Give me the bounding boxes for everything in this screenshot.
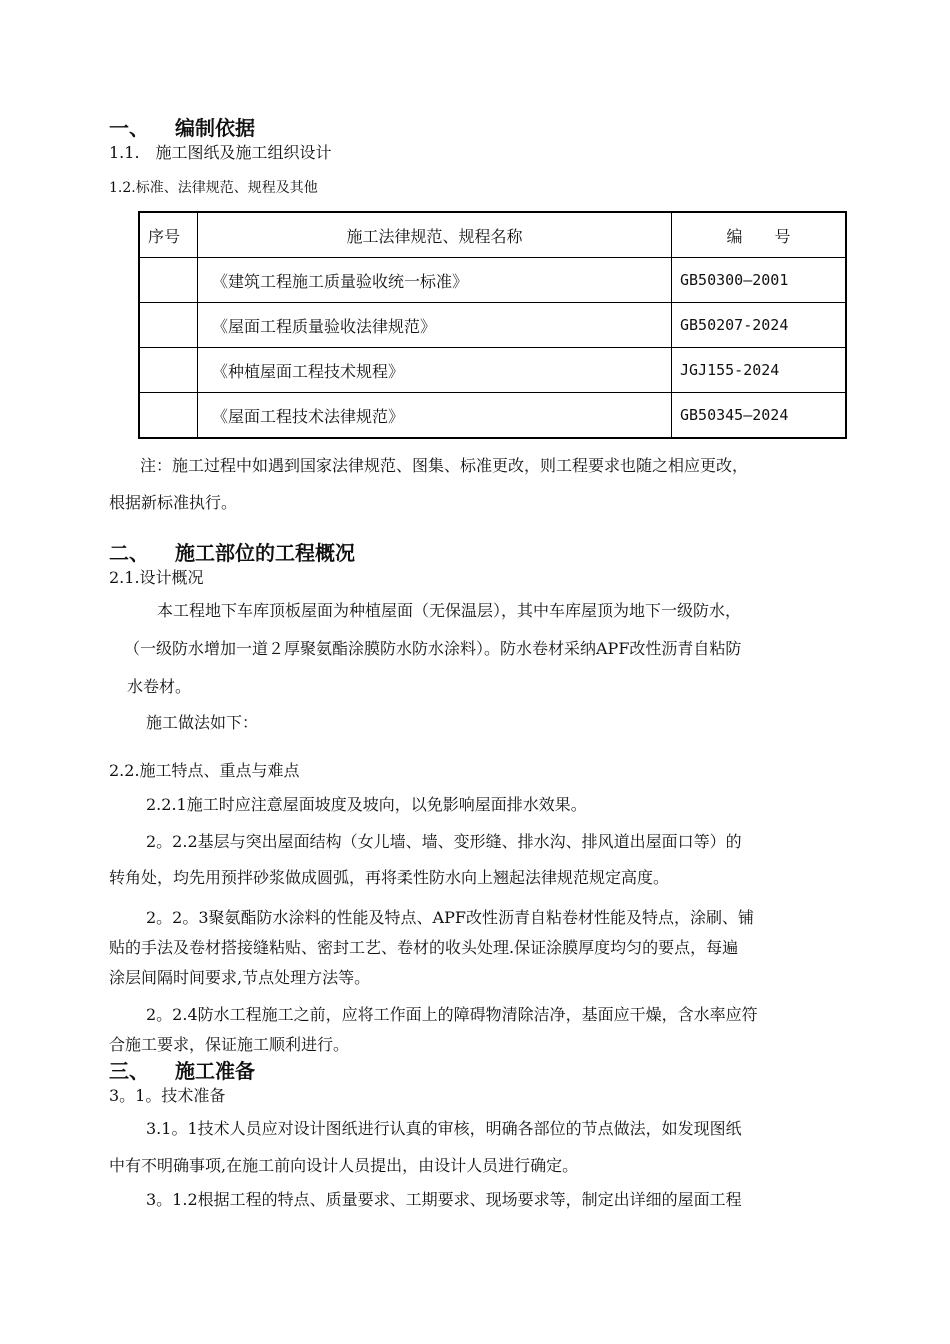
- table-cell-no: [139, 258, 198, 303]
- subheading-1-2: 1.2.标准、法律规范、规程及其他: [109, 180, 318, 196]
- table-cell-code: GB50345—2024: [672, 393, 847, 439]
- list-item-cont: 贴的手法及卷材搭接缝粘贴、密封工艺、卷材的收头处理.保证涂膜厚度均匀的要点，每遍: [109, 938, 739, 957]
- paragraph-line: 施工做法如下：: [146, 713, 259, 732]
- table-cell-no: [139, 303, 198, 348]
- list-item: 2。2.2基层与突出屋面结构（女儿墙、墙、变形缝、排水沟、排风道出屋面口等）的: [146, 832, 742, 851]
- list-item-cont: 合施工要求，保证施工顺利进行。: [109, 1035, 350, 1054]
- note-line: 根据新标准执行。: [109, 493, 238, 512]
- list-item-cont: 中有不明确事项,在施工前向设计人员提出，由设计人员进行确定。: [109, 1156, 579, 1175]
- table-cell-name: 《屋面工程技术法律规范》: [198, 393, 672, 439]
- section-number: 一、: [109, 116, 149, 140]
- standards-table: [138, 211, 847, 439]
- list-item-cont: 转角处，均先用预拌砂浆做成圆弧，再将柔性防水向上翘起法律规范规定高度。: [109, 868, 670, 887]
- note-line: 注：施工过程中如遇到国家法律规范、图集、标准更改，则工程要求也随之相应更改，: [140, 456, 749, 475]
- header-cell: 施工法律规范、规程名称: [198, 212, 672, 258]
- list-item: 3.1。1技术人员应对设计图纸进行认真的审核，明确各部位的节点做法，如发现图纸: [146, 1119, 742, 1138]
- table-cell-no: [139, 348, 198, 393]
- table-cell-name: 《建筑工程施工质量验收统一标准》: [198, 258, 672, 303]
- table-cell-code: JGJ155-2024: [672, 348, 847, 393]
- list-item: 3。1.2根据工程的特点、质量要求、工期要求、现场要求等，制定出详细的屋面工程: [146, 1190, 742, 1209]
- section-number: 三、: [109, 1059, 149, 1083]
- table-cell-name: 《种植屋面工程技术规程》: [198, 348, 672, 393]
- section-title: 施工准备: [175, 1059, 255, 1083]
- header-cell: 序号: [139, 212, 198, 258]
- subheading-3-1: 3。1。技术准备: [109, 1086, 226, 1105]
- paragraph-line: 水卷材。: [127, 677, 192, 696]
- subheading-2-2: 2.2.施工特点、重点与难点: [109, 761, 300, 780]
- subheading-1-1: 1.1. 施工图纸及施工组织设计: [109, 143, 332, 162]
- list-item-cont: 涂层间隔时间要求,节点处理方法等。: [109, 968, 371, 987]
- table-cell-no: [139, 393, 198, 439]
- table-header-row: [139, 212, 846, 258]
- table-row: [139, 303, 846, 348]
- table-row: [139, 258, 846, 303]
- header-cell: 编 号: [672, 212, 847, 258]
- paragraph-line: （一级防水增加一道２厚聚氨酯涂膜防水防水涂料）。防水卷材采纳APF改性沥青自粘防: [124, 639, 742, 658]
- table-cell-name: 《屋面工程质量验收法律规范》: [198, 303, 672, 348]
- section-heading-3: [109, 1055, 255, 1084]
- table-cell-code: GB50207-2024: [672, 303, 847, 348]
- table-row: [139, 348, 846, 393]
- paragraph-line: 本工程地下车库顶板屋面为种植屋面（无保温层），其中车库屋顶为地下一级防水，: [157, 601, 742, 620]
- table-row: [139, 393, 846, 439]
- list-item: 2.2.1施工时应注意屋面坡度及坡向，以免影响屋面排水效果。: [146, 795, 587, 814]
- section-heading-2: [109, 537, 355, 566]
- subheading-2-1: 2.1.设计概况: [109, 568, 204, 587]
- list-item: 2。2。3聚氨酯防水涂料的性能及特点、APF改性沥青自粘卷材性能及特点，涂刷、铺: [146, 908, 754, 927]
- section-title: 编制依据: [175, 116, 255, 140]
- list-item: 2。2.4防水工程施工之前，应将工作面上的障碍物清除洁净，基面应干燥，含水率应符: [146, 1005, 758, 1024]
- section-title: 施工部位的工程概况: [175, 541, 355, 565]
- section-heading-1: [109, 112, 255, 141]
- table-cell-code: GB50300—2001: [672, 258, 847, 303]
- section-number: 二、: [109, 541, 149, 565]
